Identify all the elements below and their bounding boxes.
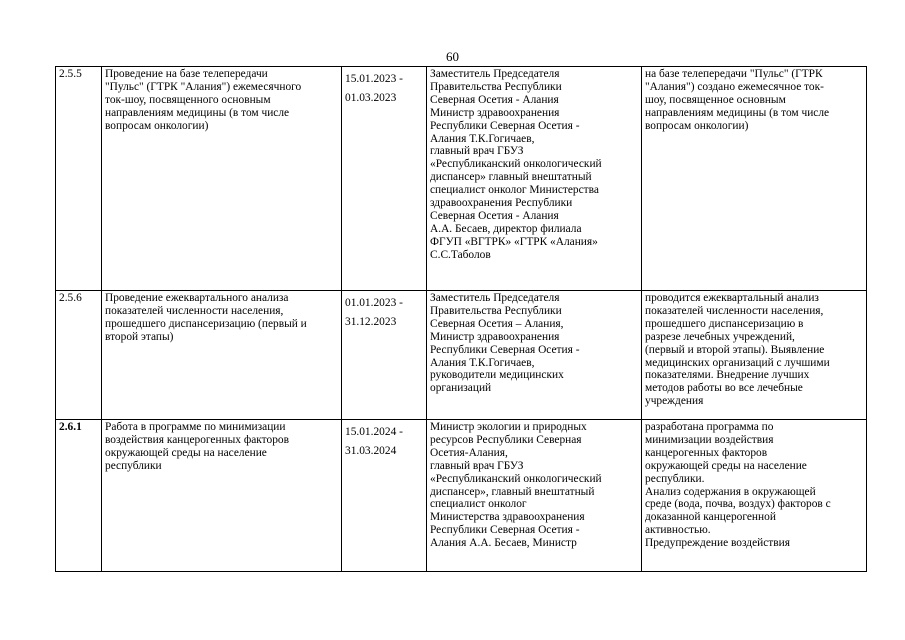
event-text: Проведение на базе телепередачи "Пульс" (ГТРК "Алания") ежемесячного ток-шоу, посвященного основным направлениям медицины (в том числе вопросам онкологии) [105, 68, 302, 132]
responsible-cell [427, 420, 642, 572]
event-cell [102, 291, 342, 420]
item-number-cell [56, 420, 102, 572]
result-cell [642, 420, 867, 572]
action-plan-table [55, 66, 867, 572]
responsible-text: Заместитель Председателя Правительства Республики Северная Осетия - Алания Министр здравоохранения Республики Северная Осетия - Алания Т.К.Гогичаев, главный врач ГБУЗ «Республиканский онкологический диспансер» главный внештатный специалист онколог Министерства здравоохранения Республики Северная Осетия - Алания А.А. Бесаев, директор филиала ФГУП «ВГТРК» «ГТРК «Алания» С.С.Таболов [430, 68, 602, 261]
responsible-cell [427, 67, 642, 291]
result-cell [642, 291, 867, 420]
result-cell [642, 67, 867, 291]
result-text: проводится ежеквартальный анализ показателей численности населения, прошедшего диспансеризацию в разрезе лечебных учреждений, (первый и второй этапы). Выявление медицинских организаций с лучшими показателями. Внедрение лучших методов работы во все лечебные учреждения [645, 292, 830, 408]
period-text: 01.01.2023 - 31.12.2023 [345, 297, 403, 328]
page-number: 60 [446, 49, 459, 64]
item-number-cell [56, 291, 102, 420]
item-number: 2.5.5 [59, 68, 82, 80]
event-text: Работа в программе по минимизации воздействия канцерогенных факторов окружающей среды на население республики [105, 421, 289, 472]
period-cell [342, 67, 427, 291]
responsible-text: Министр экологии и природных ресурсов Республики Северная Осетия-Алания, главный врач ГБУЗ «Республиканский онкологический диспансер», главный внештатный специалист онколог Министерства здравоохранения Республики Северная Осетия - Алания А.А. Бесаев, Министр [430, 421, 602, 550]
event-cell [102, 67, 342, 291]
result-text: на базе телепередачи "Пульс" (ГТРК "Алания") создано ежемесячное ток- шоу, посвященное основным направлениям медицины (в том числе вопросам онкологии) [645, 68, 830, 132]
responsible-cell [427, 291, 642, 420]
table-row [56, 67, 867, 291]
item-number-cell [56, 67, 102, 291]
result-text: разработана программа по минимизации воздействия канцерогенных факторов окружающей среды на население республики. Анализ содержания в окружающей среде (вода, почва, воздух) факторов с доказанной канцерогенной активностью. Предупреждение воздействия [645, 421, 831, 550]
item-number: 2.5.6 [59, 292, 82, 304]
event-cell [102, 420, 342, 572]
responsible-text: Заместитель Председателя Правительства Республики Северная Осетия – Алания, Министр здравоохранения Республики Северная Осетия - Алания Т.К.Гогичаев, руководители медицинских организаций [430, 292, 580, 395]
table-row [56, 420, 867, 572]
item-number: 2.6.1 [59, 421, 82, 433]
period-text: 15.01.2023 - 01.03.2023 [345, 73, 403, 104]
period-text: 15.01.2024 - 31.03.2024 [345, 426, 403, 457]
table-row [56, 291, 867, 420]
period-cell [342, 291, 427, 420]
period-cell [342, 420, 427, 572]
event-text: Проведение ежеквартального анализа показателей численности населения, прошедшего диспансеризацию (первый и второй этапы) [105, 292, 307, 343]
